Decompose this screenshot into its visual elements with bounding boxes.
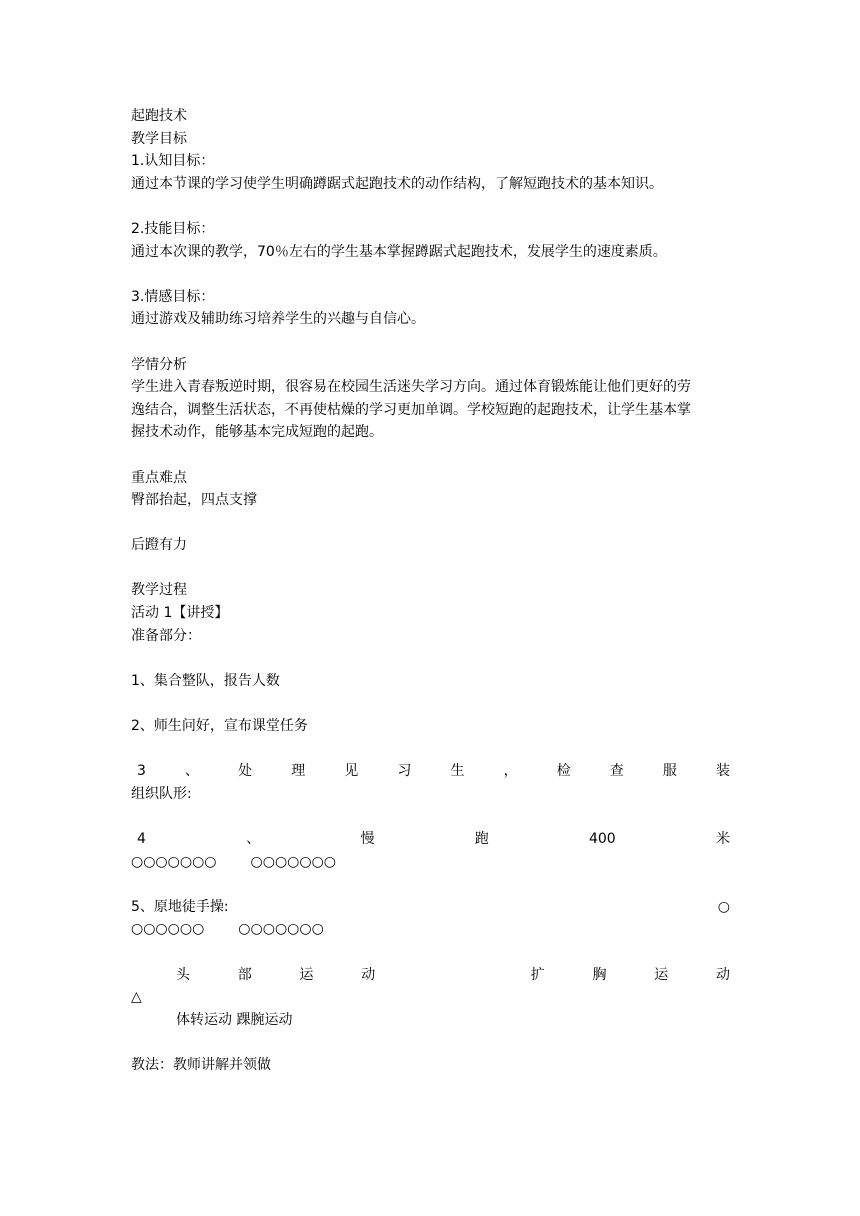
exercise-part: 头 xyxy=(176,966,190,983)
circle-group: ○○○○○○ xyxy=(131,921,205,938)
spacer xyxy=(131,647,730,670)
spacer xyxy=(131,738,730,761)
step4-part: 米 xyxy=(715,831,730,847)
step3-part: 生 xyxy=(450,763,465,780)
step4-part: 慢 xyxy=(360,831,375,847)
step3-part: 服 xyxy=(662,763,677,780)
teaching-method: 教法：教师讲解并领做 xyxy=(131,1056,271,1073)
step5-line xyxy=(131,896,730,919)
step3-part: 习 xyxy=(397,763,412,780)
spacer xyxy=(131,512,730,535)
activity-label: 活动 1【讲授】 xyxy=(131,605,229,622)
document-body xyxy=(131,105,730,1077)
spacer xyxy=(131,195,730,218)
step3-part: 理 xyxy=(291,763,306,780)
goal2-heading: 2.技能目标： xyxy=(131,220,215,237)
analysis-line: 握技术动作，能够基本完成短跑的起跑。 xyxy=(131,424,383,441)
exercise-part: 运 xyxy=(299,966,314,983)
spacer xyxy=(131,692,730,715)
step5-label: 5、原地徒手操: xyxy=(131,898,229,915)
formation-circles-row xyxy=(131,851,730,874)
goal1-text: 通过本节课的学习使学生明确蹲踞式起跑技术的动作结构，了解短跑技术的基本知识。 xyxy=(131,175,663,192)
spacer xyxy=(131,1031,730,1054)
step4-part: 400 xyxy=(588,831,616,847)
spacer xyxy=(131,331,730,354)
step4-part: 4 xyxy=(137,831,146,847)
step3-part: 装 xyxy=(715,763,730,780)
prep-heading: 准备部分： xyxy=(131,627,201,644)
exercise-part: 运 xyxy=(654,966,669,983)
key-point: 臀部抬起，四点支撑 xyxy=(131,492,257,509)
spacer xyxy=(131,557,730,580)
circle-group: ○○○○○○○ xyxy=(131,853,217,870)
exercise-part: 动 xyxy=(716,966,730,983)
exercise-line: 体转运动 踝腕运动 xyxy=(176,1011,293,1028)
step4-justified-line xyxy=(131,828,730,851)
spacer xyxy=(131,873,730,896)
formation-circles-row xyxy=(131,918,730,941)
process-heading: 教学过程 xyxy=(131,582,187,599)
goals-heading: 教学目标 xyxy=(131,130,187,147)
analysis-line: 学生进入青春叛逆时期，很容易在校园生活迷失学习方向。通过体育锻炼能让他们更好的劳 xyxy=(131,379,691,396)
exercise-part: 部 xyxy=(237,966,252,983)
step-item: 2、师生问好，宣布课堂任务 xyxy=(131,718,308,735)
spacer xyxy=(131,444,730,467)
step3-part: 处 xyxy=(238,763,253,780)
spacer xyxy=(131,263,730,286)
step3-part: 3 xyxy=(137,763,146,780)
step4-part: 、 xyxy=(246,831,261,847)
circle-marker: ○ xyxy=(717,898,730,915)
goal3-text: 通过游戏及辅助练习培养学生的兴趣与自信心。 xyxy=(131,311,425,328)
key-point: 后蹬有力 xyxy=(131,537,187,554)
step3-part: ， xyxy=(503,763,518,780)
exercise-justified-line xyxy=(131,964,730,987)
goal3-heading: 3.情感目标： xyxy=(131,288,215,305)
step3-part: 见 xyxy=(344,763,359,780)
exercise-part: 胸 xyxy=(592,966,607,983)
key-heading: 重点难点 xyxy=(131,469,187,486)
step3-part: 查 xyxy=(609,763,624,780)
circle-group: ○○○○○○○ xyxy=(250,853,337,870)
step-item: 1、集合整队，报告人数 xyxy=(131,672,280,689)
spacer xyxy=(131,805,730,828)
formation-label: 组织队形: xyxy=(131,785,192,802)
step4-part: 跑 xyxy=(474,831,489,847)
goal1-heading: 1.认知目标： xyxy=(131,153,215,170)
document-title: 起跑技术 xyxy=(131,108,187,124)
gap xyxy=(423,964,483,987)
circle-group: ○○○○○○○ xyxy=(238,921,324,938)
spacer xyxy=(131,941,730,964)
exercise-part: 扩 xyxy=(530,966,545,983)
triangle-marker: △ xyxy=(131,989,142,1006)
goal2-text: 通过本次课的教学，70％左右的学生基本掌握蹲踞式起跑技术，发展学生的速度素质。 xyxy=(131,243,667,260)
step3-part: 、 xyxy=(185,763,200,780)
exercise-part: 动 xyxy=(361,966,376,983)
analysis-heading: 学情分析 xyxy=(131,356,187,373)
step3-justified-line xyxy=(131,760,730,783)
step3-part: 检 xyxy=(556,763,571,780)
analysis-line: 逸结合，调整生活状态，不再使枯燥的学习更加单调。学校短跑的起跑技术，让学生基本掌 xyxy=(131,401,691,418)
